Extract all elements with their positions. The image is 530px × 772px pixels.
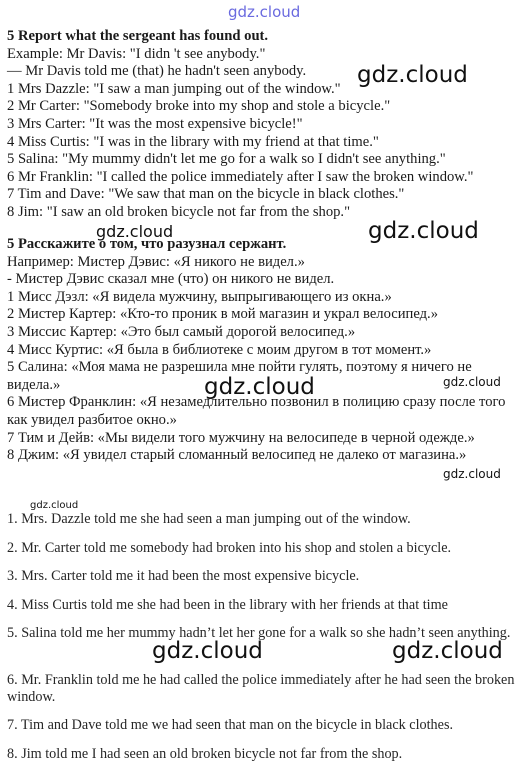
watermark: gdz.cloud: [96, 222, 174, 241]
exercise-item: 3 Миссис Картер: «Это был самый дорогой велосипед.»: [7, 323, 356, 340]
exercise-item: 5 Салина: «Моя мама не разрешила мне пойти гулять, поэтому я ничего не видела.»: [7, 359, 472, 393]
exercise-heading: 5 Report what the sergeant has found out.: [7, 28, 269, 44]
exercise-item: 5 Salina: "My mummy didn't let me go for a walk so I didn't see anything.": [7, 151, 446, 168]
answer-item: 4. Miss Curtis told me she had been in the library with her friends at that time: [7, 597, 448, 613]
exercise-item: 2 Mr Carter: "Somebody broke into my shop and stole a bicycle.": [7, 98, 391, 115]
answer-item: 1. Mrs. Dazzle told me she had seen a man jumping out of the window.: [7, 511, 411, 527]
exercise-item: 7 Тим и Дейв: «Мы видели того мужчину на велосипеде в черной одежде.»: [7, 429, 475, 446]
exercise-heading: 5 Расскажите о том, что разузнал сержант.: [7, 236, 287, 252]
answer-item: 6. Mr. Franklin told me he had called the police immediately after he had seen the broken window.: [7, 672, 515, 705]
exercise-item: 8 Джим: «Я увидел старый сломанный велосипед не далеко от магазина.»: [7, 447, 467, 464]
watermark: gdz.cloud: [357, 62, 468, 88]
watermark-top: gdz.cloud: [228, 3, 301, 21]
exercise-item: 6 Мистер Франклин: «Я незамедлительно позвонил в полицию сразу после того как увидел разбитое окно.»: [7, 394, 506, 428]
answer-item: 2. Mr. Carter told me somebody had broken into his shop and stolen a bicycle.: [7, 540, 452, 556]
exercise-item: 1 Мисс Дэзл: «Я видела мужчину, выпрыгивающего из окна.»: [7, 288, 392, 305]
english-exercise: [7, 28, 524, 222]
exercise-item: 8 Jim: "I saw an old broken bicycle not far from the shop.": [7, 203, 351, 220]
exercise-item: 6 Mr Franklin: "I called the police immediately after I saw the broken window.": [7, 168, 474, 185]
exercise-item: 4 Miss Curtis: "I was in the library with my friend at that time.": [7, 133, 379, 150]
exercise-item: 3 Mrs Carter: "It was the most expensive bicycle!": [7, 115, 303, 132]
watermark: gdz.cloud: [443, 375, 501, 389]
exercise-item: 7 Tim and Dave: "We saw that man on the bicycle in black clothes.": [7, 186, 405, 203]
exercise-item: 1 Mrs Dazzle: "I saw a man jumping out of the window.": [7, 80, 341, 97]
watermark: gdz.cloud: [368, 218, 479, 244]
example-line: Example: Mr Davis: "I didn 't see anybody.": [7, 45, 266, 62]
watermark: gdz.cloud: [392, 638, 503, 664]
watermark: gdz.cloud: [204, 374, 315, 400]
example-answer: - Мистер Дэвис сказал мне (что) он никого не видел.: [7, 271, 335, 288]
watermark: gdz.cloud: [152, 638, 263, 664]
example-answer: — Mr Davis told me (that) he hadn't seen anybody.: [7, 63, 307, 80]
answer-item: 3. Mrs. Carter told me it had been the most expensive bicycle.: [7, 568, 360, 584]
exercise-item: 2 Мистер Картер: «Кто-то проник в мой магазин и украл велосипед.»: [7, 306, 438, 323]
answer-item: 5. Salina told me her mummy hadn’t let her gone for a walk so she hadn’t seen anything.: [7, 625, 511, 641]
answer-item: 7. Tim and Dave told me we had seen that man on the bicycle in black clothes.: [7, 717, 454, 733]
example-line: Например: Мистер Дэвис: «Я никого не видел.»: [7, 253, 305, 270]
watermark: gdz.cloud: [30, 500, 79, 511]
answer-item: 8. Jim told me I had seen an old broken bicycle not far from the shop.: [7, 746, 403, 762]
watermark: gdz.cloud: [443, 467, 501, 481]
exercise-item: 4 Мисс Куртис: «Я была в библиотеке с моим другом в тот момент.»: [7, 341, 432, 358]
russian-exercise: [7, 236, 524, 465]
